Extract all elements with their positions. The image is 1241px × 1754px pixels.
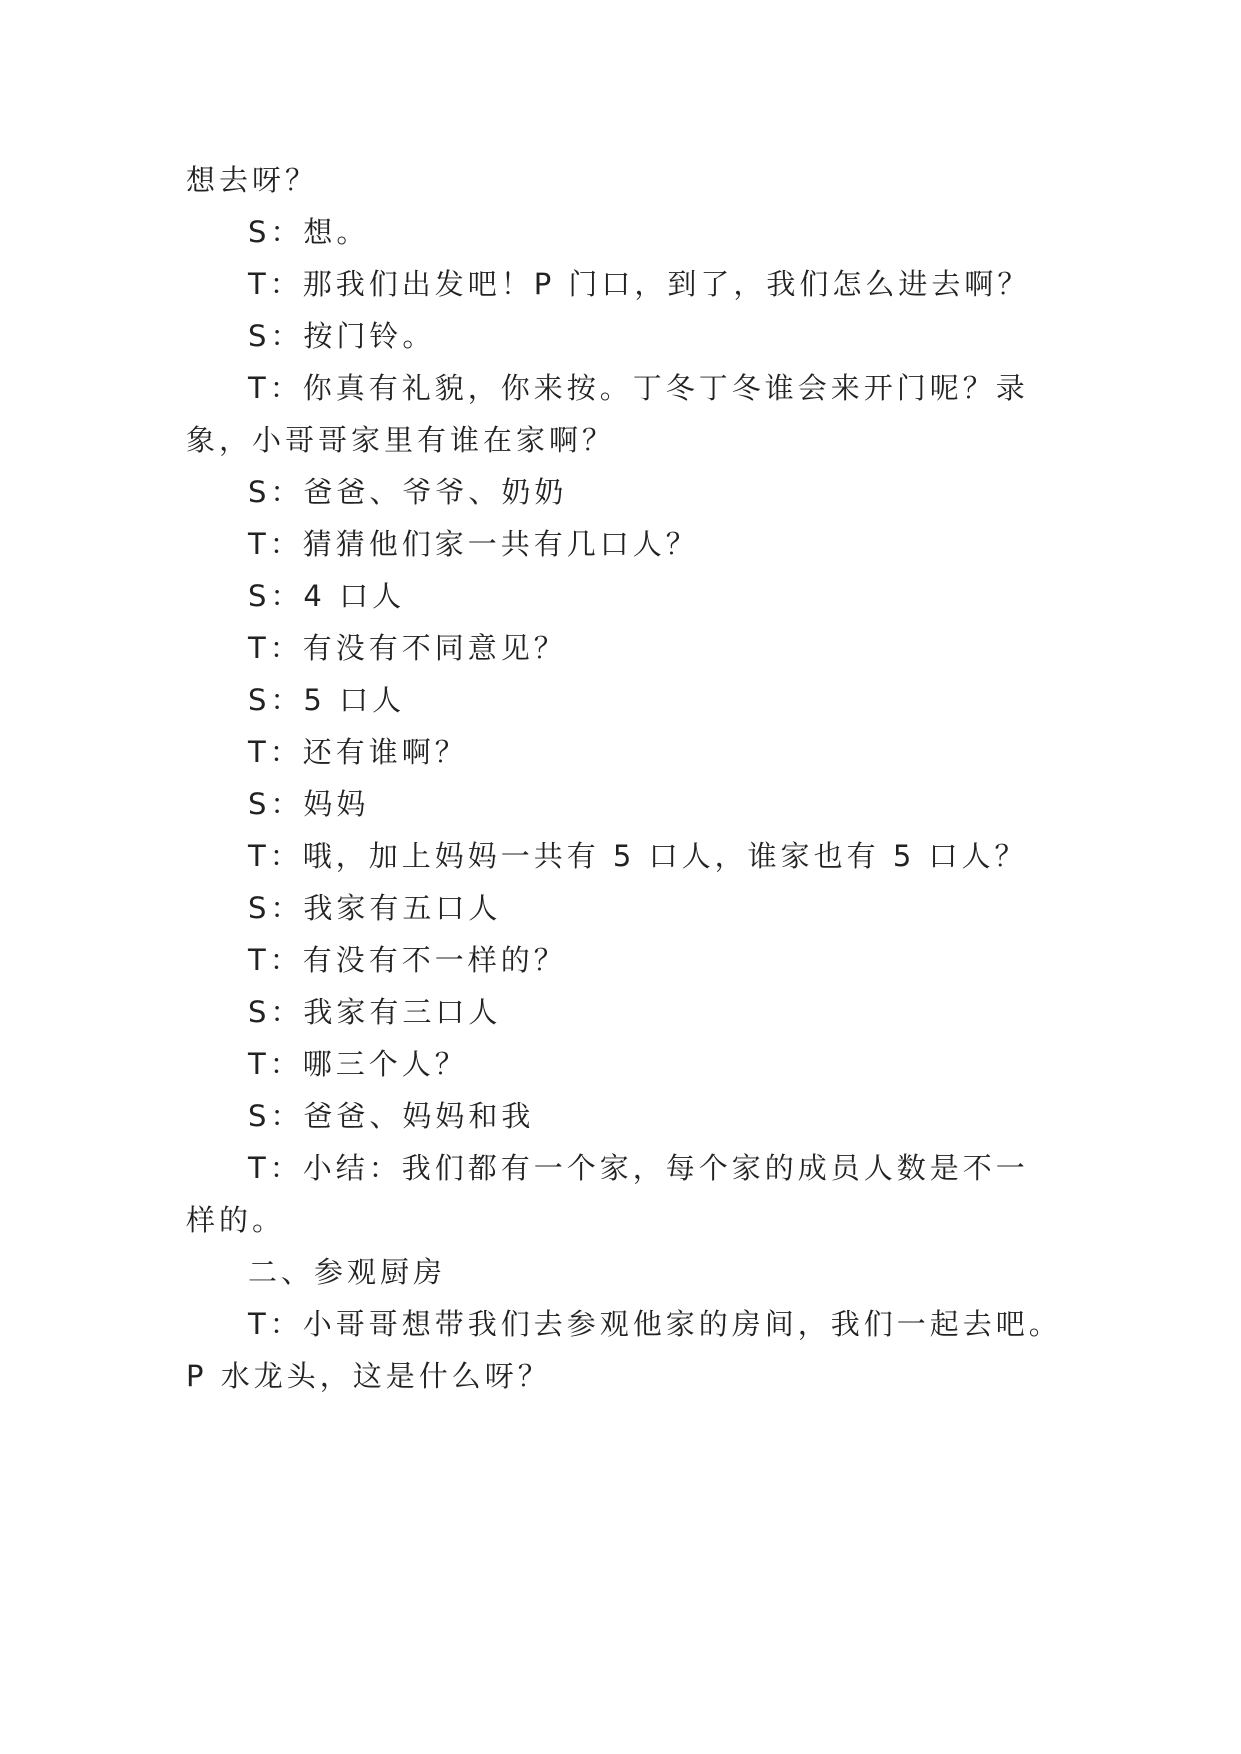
text-line: S：按门铃。 <box>248 319 436 353</box>
text-line: S：爸爸、爷爷、奶奶 <box>248 475 568 509</box>
text-line: 象，小哥哥家里有谁在家啊？ <box>186 423 616 457</box>
text-line: S：我家有五口人 <box>248 891 502 925</box>
section-heading: 二、参观厨房 <box>248 1255 447 1289</box>
text-line: S：想。 <box>248 215 370 249</box>
text-line: T：哦，加上妈妈一共有 5 口人，谁家也有 5 口人？ <box>248 839 1028 873</box>
text-line: T：小哥哥想带我们去参观他家的房间，我们一起去吧。 <box>248 1307 1062 1341</box>
text-line: S：我家有三口人 <box>248 995 502 1029</box>
text-line: T：你真有礼貌，你来按。丁冬丁冬谁会来开门呢？录 <box>248 371 1029 405</box>
text-line: P 水龙头，这是什么呀？ <box>186 1359 551 1393</box>
text-line: S：5 口人 <box>248 683 406 717</box>
text-line: T：小结：我们都有一个家，每个家的成员人数是不一 <box>248 1151 1029 1185</box>
text-line: S：爸爸、妈妈和我 <box>248 1099 535 1133</box>
text-line: S：妈妈 <box>248 787 370 821</box>
text-line: S：4 口人 <box>248 579 406 613</box>
text-line: T：有没有不同意见？ <box>248 631 567 665</box>
text-line: T：有没有不一样的？ <box>248 943 567 977</box>
text-line: T：那我们出发吧！P 门口，到了，我们怎么进去啊？ <box>248 267 1031 301</box>
text-line: 样的。 <box>186 1203 286 1237</box>
text-line: 想去呀？ <box>186 163 319 197</box>
text-line: T：还有谁啊？ <box>248 735 468 769</box>
text-line: T：猜猜他们家一共有几口人？ <box>248 527 699 561</box>
text-line: T：哪三个人？ <box>248 1047 468 1081</box>
